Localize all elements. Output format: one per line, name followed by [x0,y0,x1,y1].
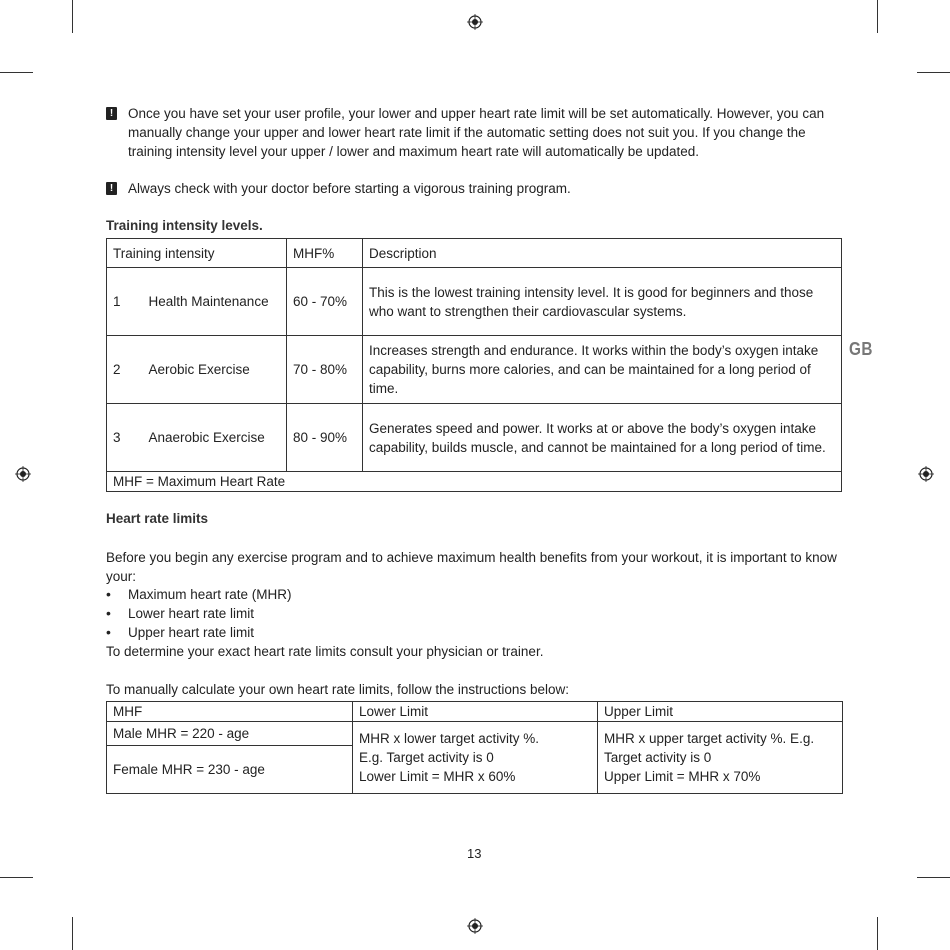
calc-intro: To manually calculate your own heart rate limits, follow the instructions below: [106,682,569,697]
warning-note [106,179,846,198]
consult-text: To determine your exact heart rate limits consult your physician or trainer. [106,644,544,659]
upper-line: Target activity is 0 [604,750,712,765]
limits-bullet-list [106,585,292,642]
table-row [107,722,843,746]
lower-line: MHR x lower target activity %. [359,731,540,746]
crop-mark [917,877,950,878]
table-row [107,404,842,472]
page-number: 13 [467,846,482,861]
female-mhr: Female MHR = 230 - age [107,746,353,794]
note-text: Always check with your doctor before starting a vigorous training program. [128,181,571,196]
level-name: Anaerobic Exercise [143,404,287,472]
section-heading-limits: Heart rate limits [106,511,209,526]
language-tab: GB [849,339,873,359]
registration-mark-icon [467,918,483,934]
exclamation-icon: ! [106,182,117,195]
upper-limit-cell [598,722,843,794]
level-name: Aerobic Exercise [143,336,287,404]
table-row [107,336,842,404]
warning-note [106,104,846,161]
crop-mark [0,72,33,73]
level-name: Health Maintenance [143,268,287,336]
table-header-row [107,239,842,268]
registration-mark-icon [918,466,934,482]
level-description: Increases strength and endurance. It works within the body’s oxygen intake capability, burns more calories, and can be maintained for a long period of time. [363,336,842,404]
level-description: This is the lowest training intensity level. It is good for beginners and those who want to strengthen their cardiovascular systems. [363,268,842,336]
upper-line: MHR x upper target activity %. E.g. [604,731,815,746]
list-item: • Lower heart rate limit [106,604,292,623]
upper-line: Upper Limit = MHR x 70% [604,769,761,784]
section-heading-intensity: Training intensity levels. [106,218,263,233]
crop-mark [72,0,73,33]
lower-limit-cell [353,722,598,794]
limits-table [106,701,843,794]
header-mhf-percent: MHF% [287,239,363,268]
table-footnote-row [107,472,842,492]
intensity-table [106,238,842,492]
registration-mark-icon [15,466,31,482]
lower-line: Lower Limit = MHR x 60% [359,769,516,784]
limits-intro: Before you begin any exercise program and to achieve maximum health benefits from your workout, it is important to know your: [106,550,837,584]
table-row [107,268,842,336]
crop-mark [917,72,950,73]
male-mhr: Male MHR = 220 - age [107,722,353,746]
registration-mark-icon [467,14,483,30]
level-number: 2 [107,336,143,404]
lower-line: E.g. Target activity is 0 [359,750,494,765]
level-description: Generates speed and power. It works at or above the body’s oxygen intake capability, builds muscle, and cannot be maintained for a long period of time. [363,404,842,472]
table-header-row [107,702,843,722]
crop-mark [877,0,878,33]
header-description: Description [363,239,842,268]
crop-mark [877,917,878,950]
level-mhf: 60 - 70% [287,268,363,336]
header-upper-limit: Upper Limit [598,702,843,722]
level-mhf: 70 - 80% [287,336,363,404]
list-item: • Upper heart rate limit [106,623,292,642]
crop-mark [0,877,33,878]
note-text: Once you have set your user profile, your lower and upper heart rate limit will be set automatically. However, you can manually change your upper and lower heart rate limit if the automatic setting does not suit you. If you change the training intensity level your upper / lower and maximum heart rate will automatically be updated. [128,106,825,159]
crop-mark [72,917,73,950]
header-lower-limit: Lower Limit [353,702,598,722]
exclamation-icon: ! [106,107,117,120]
header-mhf: MHF [107,702,353,722]
level-number: 3 [107,404,143,472]
header-training-intensity: Training intensity [107,239,287,268]
list-item: • Maximum heart rate (MHR) [106,585,292,604]
level-number: 1 [107,268,143,336]
mhf-footnote: MHF = Maximum Heart Rate [107,472,842,492]
level-mhf: 80 - 90% [287,404,363,472]
